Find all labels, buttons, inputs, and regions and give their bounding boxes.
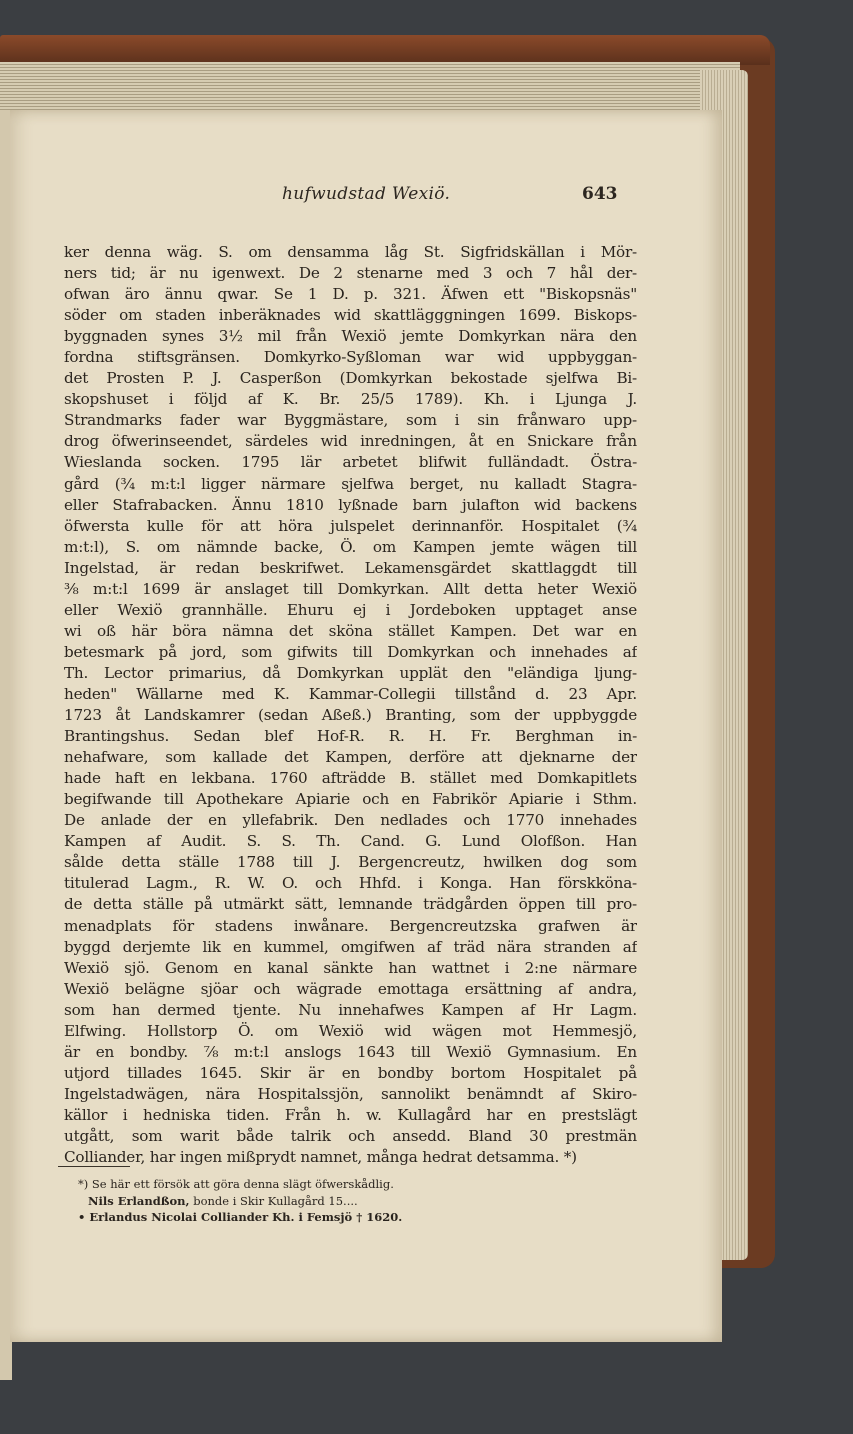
running-title: hufwudstad Wexiö. [282,184,451,204]
text-line: söder om staden inberäknades wid skattlägggningen 1699. Biskops- [64,306,637,325]
text-line: Elfwing. Hollstorp Ö. om Wexiö wid wägen mot Hemmesjö, [64,1021,637,1040]
text-line: Wieslanda socken. 1795 lär arbetet blifwit fulländadt. Östra- [64,453,637,472]
text-line: är en bondby. ⅞ m:t:l anslogs 1643 till Wexiö Gymnasium. En [64,1042,637,1061]
text-line: öfwersta kulle för att höra julspelet derinnanför. Hospitalet (¾ [64,516,637,535]
text-line: menadplats för stadens inwånare. Bergencreutzska grafwen är [64,916,637,935]
text-line: ⅜ m:t:l 1699 är anslaget till Domkyrkan. Allt detta heter Wexiö [64,579,637,598]
text-line: sålde detta ställe 1788 till J. Bergencreutz, hwilken dog som [64,853,637,872]
footnote-rule [58,1166,130,1167]
text-line: De anlade der en yllefabrik. Den nedlades och 1770 innehades [64,811,637,830]
text-line: källor i hedniska tiden. Från h. w. Kullagård har en prestslägt [64,1105,637,1124]
text-line: heden" Wällarne med K. Kammar-Collegii tillstånd d. 23 Apr. [64,684,637,703]
page-number: 643 [582,184,618,204]
text-line: Strandmarks fader war Byggmästare, som i sin frånwaro upp- [64,411,637,430]
text-line: utgått, som warit både talrik och ansedd. Bland 30 prestmän [64,1126,637,1145]
text-line: Colliander, har ingen mißprydt namnet, många hedrat detsamma. *) [64,1148,577,1167]
text-line: eller Wexiö grannhälle. Ehuru ej i Jordeboken upptaget anse [64,600,637,619]
text-line: ker denna wäg. S. om densamma låg St. Sigfridskällan i Mör- [64,243,637,261]
footnote [78,1176,402,1226]
text-line: nehafware, som kallade det Kampen, derföre att djeknarne der [64,748,637,767]
text-line: m:t:l), S. om nämnde backe, Ö. om Kampen jemte wägen till [64,537,637,556]
text-line: hade haft en lekbana. 1760 afträdde B. stället med Domkapitlets [64,769,637,788]
text-line: Ingelstadwägen, nära Hospitalssjön, sannolikt benämndt af Skiro- [64,1084,637,1103]
footnote-line [78,1193,402,1210]
text-line: fordna stiftsgränsen. Domkyrko-Syßloman war wid uppbyggan- [64,348,637,367]
book-page [10,110,722,1342]
footnote-line [78,1209,402,1226]
text-line: Th. Lector primarius, då Domkyrkan upplät den "eländiga ljung- [64,663,637,682]
footnote-text: Kh. i Femsjö † 1620. [268,1210,403,1224]
text-line: titulerad Lagm., R. W. O. och Hhfd. i Konga. Han förskköna- [64,874,637,893]
text-line: Ingelstad, är redan beskrifwet. Lekamensgärdet skattlaggdt till [64,558,637,577]
text-line: byggd derjemte lik en kummel, omgifwen af träd nära stranden af [64,937,637,956]
footnote-name: Nils Erlandßon, [88,1193,190,1208]
footnote-name: • Erlandus Nicolai Colliander [78,1210,269,1224]
text-line: de detta ställe på utmärkt sätt, lemnande trädgården öppen till pro- [64,895,637,914]
text-line: utjord tillades 1645. Skir är en bondby bortom Hospitalet på [64,1063,637,1082]
footnote-line: *) Se här ett försök att göra denna slägt öfwerskådlig. [78,1177,394,1191]
footnote-text: bonde i Skir Kullagård 15.... [189,1193,358,1208]
text-line: drog öfwerinseendet, särdeles wid inredningen, åt en Snickare från [64,432,637,451]
text-line: ners tid; är nu igenwext. De 2 stenarne med 3 och 7 hål der- [64,264,637,283]
body-text [64,242,637,1168]
text-line: 1723 åt Landskamrer (sedan Aßeß.) Branting, som der uppbyggde [64,706,637,725]
book-cover-top [0,35,770,65]
text-line: ofwan äro ännu qwar. Se 1 D. p. 321. Äfwen ett "Biskopsnäs" [64,285,637,304]
text-line: wi oß här böra nämna det sköna stället Kampen. Det war en [64,621,637,640]
page-header [10,184,722,208]
text-line: skopshuset i följd af K. Br. 25/5 1789). Kh. i Ljunga J. [64,390,637,409]
text-line: Kampen af Audit. S. S. Th. Cand. G. Lund Olofßon. Han [64,832,637,851]
text-line: byggnaden synes 3½ mil från Wexiö jemte Domkyrkan nära den [64,327,637,346]
text-line: eller Stafrabacken. Ännu 1810 lyßnade barn julafton wid backens [64,495,637,514]
text-line: Brantingshus. Sedan blef Hof-R. R. H. Fr. Berghman in- [64,727,637,746]
text-line: begifwande till Apothekare Apiarie och en Fabrikör Apiarie i Sthm. [64,790,637,809]
text-line: som han dermed tjente. Nu innehafwes Kampen af Hr Lagm. [64,1000,637,1019]
text-line: betesmark på jord, som gifwits till Domkyrkan och innehades af [64,642,637,661]
text-line: gård (¾ m:t:l ligger närmare sjelfwa berget, nu kalladt Stagra- [64,474,637,493]
text-line: det Prosten P. J. Casperßon (Domkyrkan bekostade sjelfwa Bi- [64,369,637,388]
page-stack-top [0,62,740,112]
text-line: Wexiö belägne sjöar och wägrade emottaga ersättning af andra, [64,979,637,998]
text-line: Wexiö sjö. Genom en kanal sänkte han wattnet i 2:ne närmare [64,958,637,977]
